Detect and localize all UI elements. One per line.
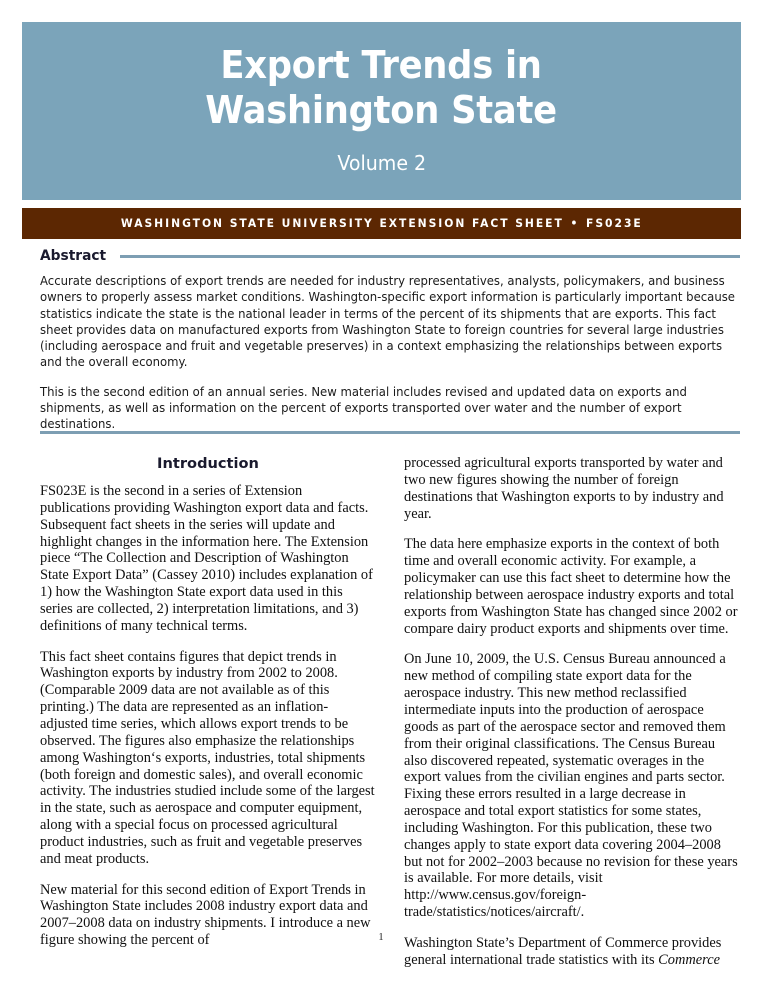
section-heading-introduction: Introduction <box>157 455 259 472</box>
banner-separator-dot: • <box>570 217 580 230</box>
page-title <box>206 43 558 133</box>
volume-label: Volume 2 <box>337 150 426 175</box>
body-paragraph: The data here emphasize exports in the context of both time and overall economic activity. For example, a policymaker can use this fact sheet to determine how the relationship between aerospace industry exports and total exports from Washington State has changed since 2002 or compare dairy product exports and shipments over time. <box>404 536 738 637</box>
abstract-heading-rule <box>120 255 740 258</box>
abstract-paragraph: Accurate descriptions of export trends are needed for industry representatives, analysts, policymakers, and business owners to properly assess market conditions. Washington-specific export information is particularly important because statistics indicate the state is the national leader in terms of the percent of its shipments that are exports. This fact sheet provides data on manufactured exports from Washington State to foreign countries for several large industries (including aerospace and fruit and vegetable preserves) in a context emphasizing the relationships between exports and the overall economy. <box>40 274 735 370</box>
body-paragraph-text: Washington State’s Department of Commerce provides general international trade statistics with its <box>404 934 722 968</box>
left-column <box>40 455 376 969</box>
publication-banner <box>22 208 741 239</box>
title-line-1: Export Trends in <box>220 43 543 88</box>
abstract-paragraph: This is the second edition of an annual series. New material includes revised and updated data on exports and shipments, as well as information on the percent of exports transported over water and the number of export destinations. <box>40 384 687 432</box>
body-paragraph: FS023E is the second in a series of Extension publications providing Washington export data and facts. Subsequent fact sheets in the series will update and highlight changes in the information here. The Extension piece “The Collection and Description of Washington State Export Data” (Cassey 2010) includes explanation of 1) how the Washington State export data used in this series are collected, 2) interpretation limitations, and 3) definitions of many technical terms. <box>40 483 373 634</box>
right-column <box>404 455 740 969</box>
abstract-section <box>40 248 740 433</box>
body-columns <box>40 455 740 969</box>
body-paragraph: New material for this second edition of Export Trends in Washington State includes 2008 industry export data and 2007–2008 data on industry shipments. I introduce a new figure showing the percent of <box>40 881 371 949</box>
body-paragraph: This fact sheet contains figures that depict trends in Washington exports by industry from 2002 to 2008. (Comparable 2009 data are not available as of this printing.) The data are represented as an inflation-adjusted time series, which allows export trends to be observed. The figures also emphasize the relationships among Washington‘s exports, industries, total shipments (both foreign and domestic sales), and overall economic activity. The industries studied include some of the largest in the state, such as aerospace and computer equipment, along with a special focus on processed agricultural product industries, such as fruit and vegetable preserves and meat products. <box>40 648 375 867</box>
italic-publication-name: Commerce <box>658 951 720 968</box>
banner-factsheet-id: FS023E <box>585 217 643 230</box>
body-paragraph: On June 10, 2009, the U.S. Census Bureau announced a new method of compiling state export data for the aerospace industry. This new method reclassified intermediate inputs into the production of aerospace goods as part of the aerospace sector and removed them from their original classifications. The Census Bureau also discovered repeated, systematic overages in the export values from the civilian engines and parts sector. Fixing these errors resulted in a large decrease in aerospace and total export statistics for some states, including Washington. For this publication, these two changes apply to state export data covering 2004–2008 but not for 2002–2003 because no revision for these years is available. For more details, visit http://www.census.gov/foreign-trade/statistics/notices/aircraft/. <box>404 651 738 921</box>
masthead-banner <box>22 22 741 200</box>
banner-left-text: WASHINGTON STATE UNIVERSITY EXTENSION FACT SHEET <box>120 217 564 230</box>
abstract-heading: Abstract <box>40 248 107 264</box>
body-paragraph: processed agricultural exports transported by water and two new figures showing the number of foreign destinations that Washington exports to by industry and year. <box>404 455 724 522</box>
title-line-2: Washington State <box>205 88 558 132</box>
abstract-heading-row <box>40 248 740 264</box>
abstract-bottom-rule <box>40 431 740 434</box>
page-number: 1 <box>378 932 384 943</box>
banner-text <box>121 217 643 230</box>
